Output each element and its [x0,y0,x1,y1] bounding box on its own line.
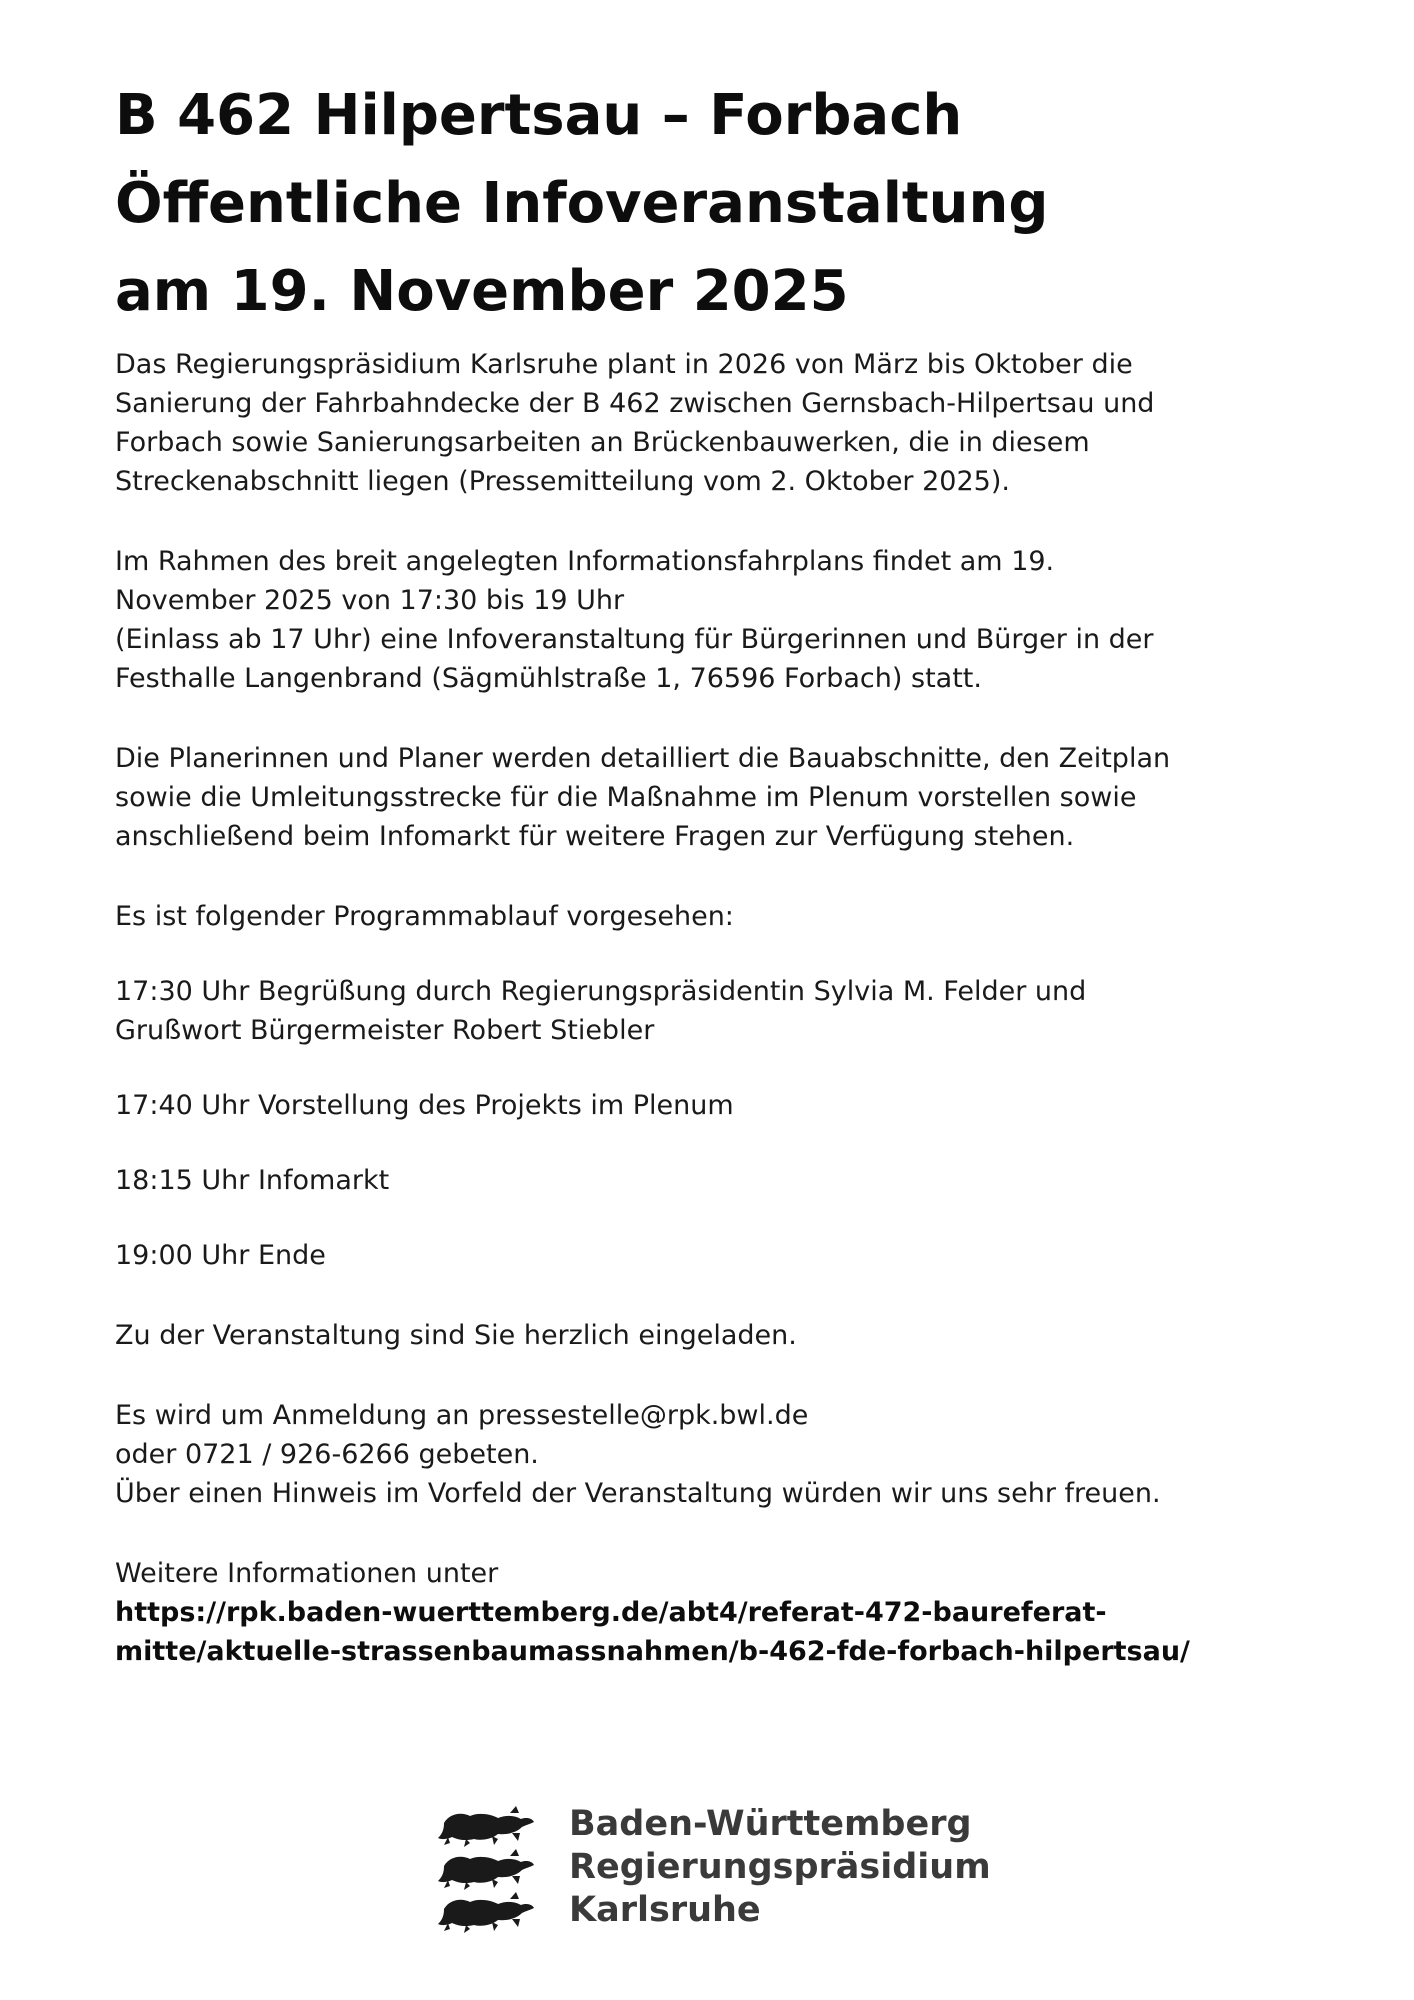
program-item-welcome [115,972,1345,1050]
text-line: sowie die Umleitungsstrecke für die Maßnahme im Plenum vorstellen sowie [115,782,1137,813]
text-line: 19:00 Uhr Ende [115,1240,326,1271]
text-line: Streckenabschnitt liegen (Pressemitteilung vom 2. Oktober 2025). [115,466,1010,497]
text-line: Das Regierungspräsidium Karlsruhe plant in 2026 von März bis Oktober die [115,349,1133,380]
title-line-2: Öffentliche Infoveranstaltung [115,171,1049,236]
text-line: Festhalle Langenbrand (Sägmühlstraße 1, 76596 Forbach) statt. [115,663,982,694]
text-line: Sanierung der Fahrbahndecke der B 462 zwischen Gernsbach-Hilpertsau und [115,388,1155,419]
text-line: Zu der Veranstaltung sind Sie herzlich eingeladen. [115,1320,797,1351]
text-line: Die Planerinnen und Planer werden detailliert die Bauabschnitte, den Zeitplan [115,743,1171,774]
logo-line-3: Karlsruhe [569,1890,761,1930]
title-line-3: am 19. November 2025 [115,259,849,324]
registration-email-line[interactable]: Es wird um Anmeldung an pressestelle@rpk.bwl.de [115,1400,809,1431]
more-info-link-line-1[interactable]: https://rpk.baden-wuerttemberg.de/abt4/referat-472-baureferat- [115,1597,1107,1628]
text-line: Es ist folgender Programmablauf vorgesehen: [115,901,734,932]
bw-rp-karlsruhe-logo [436,1803,996,1933]
program-item-infomarkt [115,1161,1345,1200]
more-info [115,1554,1345,1671]
registration-phone-line: oder 0721 / 926-6266 gebeten. [115,1439,539,1470]
planners-paragraph [115,739,1345,856]
intro-paragraph [115,345,1345,501]
three-lions-emblem-icon [436,1803,536,1933]
text-line: anschließend beim Infomarkt für weitere Fragen zur Verfügung stehen. [115,821,1075,852]
registration-paragraph [115,1396,1345,1513]
text-line: Über einen Hinweis im Vorfeld der Veranstaltung würden wir uns sehr freuen. [115,1478,1161,1509]
text-line: 18:15 Uhr Infomarkt [115,1165,390,1196]
text-line: (Einlass ab 17 Uhr) eine Infoveranstaltung für Bürgerinnen und Bürger in der [115,624,1154,655]
text-line: Im Rahmen des breit angelegten Informationsfahrplans findet am 19. [115,546,1055,577]
text-line: 17:30 Uhr Begrüßung durch Regierungspräsidentin Sylvia M. Felder und [115,976,1087,1007]
text-line: November 2025 von 17:30 bis 19 Uhr [115,585,625,616]
event-paragraph [115,542,1345,698]
text-line: Forbach sowie Sanierungsarbeiten an Brückenbauwerken, die in diesem [115,427,1090,458]
more-info-label: Weitere Informationen unter [115,1558,499,1589]
more-info-link-line-2[interactable]: mitte/aktuelle-strassenbaumassnahmen/b-462-fde-forbach-hilpertsau/ [115,1636,1190,1667]
text-line: Grußwort Bürgermeister Robert Stiebler [115,1015,655,1046]
logo-wordmark [569,1803,991,1932]
text-line: 17:40 Uhr Vorstellung des Projekts im Plenum [115,1090,734,1121]
page-title [115,72,1049,336]
invitation-text [115,1316,1345,1355]
program-item-presentation [115,1086,1345,1125]
title-line-1: B 462 Hilpertsau – Forbach [115,83,963,148]
program-intro [115,897,1345,936]
document-body [115,345,1345,1671]
program-item-end [115,1236,1345,1275]
logo-line-1: Baden-Württemberg [569,1804,972,1844]
logo-line-2: Regierungspräsidium [569,1847,991,1887]
